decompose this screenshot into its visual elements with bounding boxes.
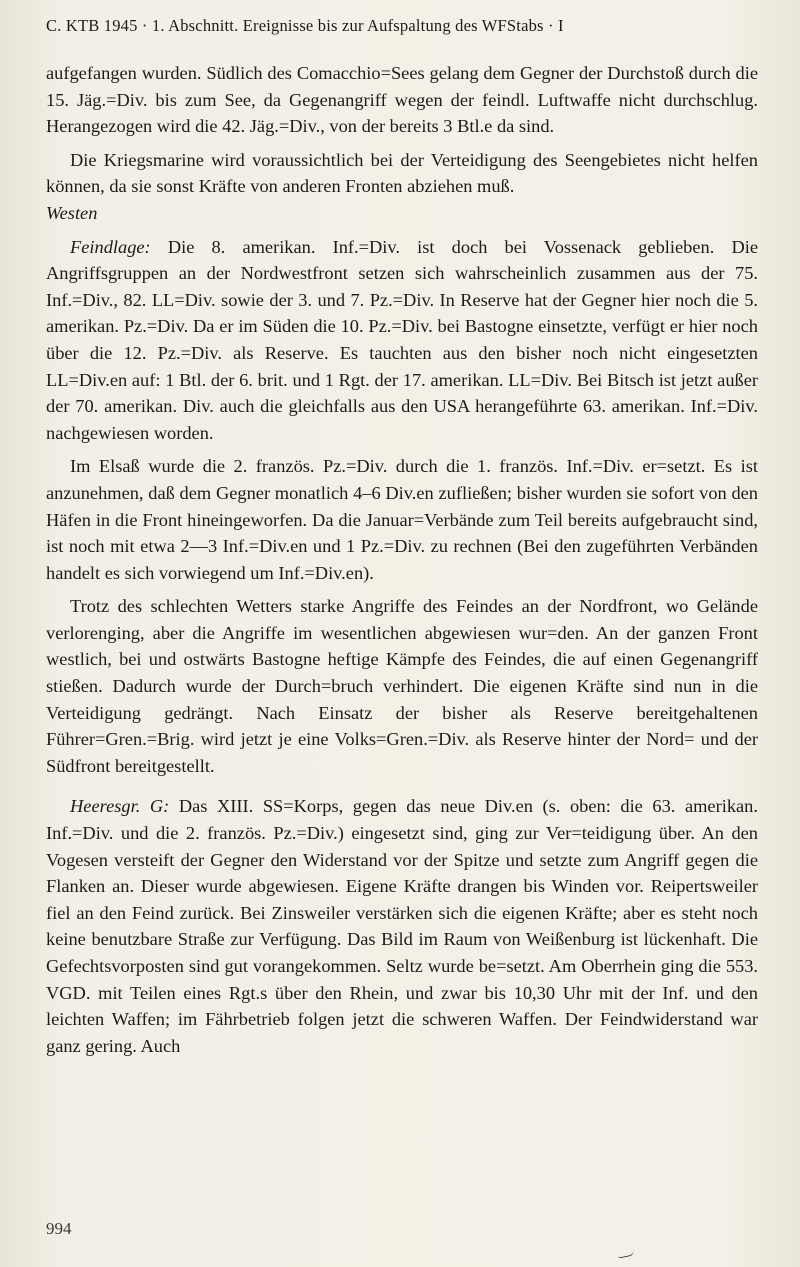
paragraph-2: Die Kriegsmarine wird voraussichtlich bei der Verteidigung des Seengebietes nicht helfen können, da sie sonst Kräfte von anderen Fronten abziehen muß. [46,149,758,197]
paragraph-lead-heeresgruppe-g: Heeresgr. G: [70,796,170,817]
paragraph-heeresgruppe-g [46,793,758,1059]
paragraph-lead-feindlage: Feindlage: [70,236,151,257]
running-head: C. KTB 1945 · 1. Abschnitt. Ereignisse bis zur Aufspaltung des WFStabs · I [46,16,564,35]
pencil-mark [618,1250,635,1258]
body-text [46,60,758,1059]
paragraph-heeresgruppe-g-text: Das XIII. SS=Korps, gegen das neue Div.en (s. oben: die 63. amerikan. Inf.=Div. und die 2. französ. Pz.=Div.) eingesetzt sind, ging zur Ver=teidigung über. An den Vogesen versteift der Gegner den Widerstand vor der Spitze und setzte zum Angriff gegen die Flanken an. Dieser wurde abgewiesen. Eigene Kräfte drangen bis Winden vor. Reipertsweiler fiel an den Feind zurück. Bei Zinsweiler verstärken sich die eigenen Kräfte; aber es steht noch keine benutzbare Straße zur Verfügung. Das Bild im Raum von Weißenburg ist lückenhaft. Die Gefechtsvorposten sind gut vorangekommen. Seltz wurde be=setzt. Am Oberrhein ging die 553. VGD. mit Teilen eines Rgt.s über den Rhein, und zwar bis 10,30 Uhr mit der Inf. und den leichten Waffen; im Fährbetrieb folgen jetzt die schweren Waffen. Der Feindwiderstand war ganz gering. Auch [46,796,758,1056]
paragraph-nordfront: Trotz des schlechten Wetters starke Angriffe des Feindes an der Nordfront, wo Gelände verlorenging, aber die Angriffe im wesentlichen abgewiesen wur=den. An der ganzen Front westlich, bei und ostwärts Bastogne heftige Kämpfe des Feindes, die auf einen Gegenangriff stießen. Dadurch wurde der Durch=bruch verhindert. Die eigenen Kräfte sind nun in die Verteidigung gedrängt. Nach Einsatz der bisher als Reserve bereitgehaltenen Führer=Gren.=Brig. wird jetzt je eine Volks=Gren.=Div. als Reserve hinter der Nord= und der Südfront bereitgestellt. [46,596,758,776]
page-number: 994 [46,1219,72,1238]
paragraph-feindlage-text: Die 8. amerikan. Inf.=Div. ist doch bei Vossenack geblieben. Die Angriffsgruppen an der Nordwestfront setzen sich wahrscheinlich zusammen aus der 75. Inf.=Div., 82. LL=Div. sowie der 3. und 7. Pz.=Div. In Reserve hat der Gegner hier noch die 5. amerikan. Pz.=Div. Da er im Süden die 10. Pz.=Div. bei Bastogne einsetzte, verfügt er hier noch über die 12. Pz.=Div. als Reserve. Es tauchten aus den bisher noch nicht eingesetzten LL=Div.en auf: 1 Btl. der 6. brit. und 1 Rgt. der 17. amerikan. LL=Div. Bei Bitsch ist jetzt außer der 70. amerikan. Div. auch die gleichfalls aus den USA herangeführte 63. amerikan. Inf.=Div. nachgewiesen worden. [46,236,758,443]
paragraph-elsass: Im Elsaß wurde die 2. französ. Pz.=Div. durch die 1. französ. Inf.=Div. er=setzt. Es ist anzunehmen, daß dem Gegner monatlich 4–6 Div.en zufließen; bisher wurden sie sofort von den Häfen in die Front hineingeworfen. Da die Januar=Verbände zum Teil bereits aufgebraucht sind, ist noch mit etwa 2—3 Inf.=Div.en und 1 Pz.=Div. zu rechnen (Bei den zugeführten Verbänden handelt es sich vorwiegend um Inf.=Div.en). [46,456,758,583]
paragraph-feindlage [46,234,758,447]
section-heading-westen: Westen [46,202,98,223]
paragraph-1: aufgefangen wurden. Südlich des Comacchio=Sees gelang dem Gegner der Durchstoß durch die 15. Jäg.=Div. bis zum See, da Gegenangriff wegen der feindl. Luftwaffe nicht durchschlug. Herangezogen wird die 42. Jäg.=Div., von der bereits 3 Btl.e da sind. [46,63,758,137]
